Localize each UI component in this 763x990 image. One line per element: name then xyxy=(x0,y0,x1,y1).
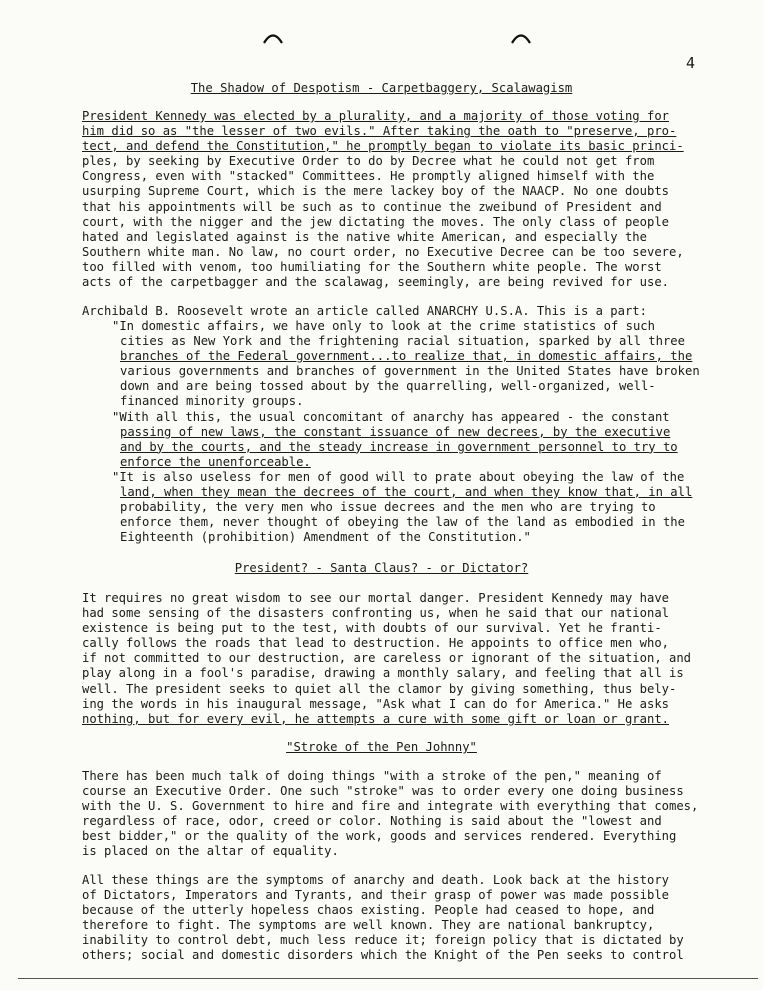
text-line: Eighteenth (prohibition) Amendment of the Constitution." xyxy=(120,530,531,545)
text-line: ples, by seeking by Executive Order to do by Decree what he could not get from xyxy=(82,154,655,169)
text-line: "With all this, the usual concomitant of anarchy has appeared - the constant xyxy=(112,409,670,424)
text-line: Southern white man. No law, no court order, no Executive Decree can be too severe, xyxy=(82,244,684,259)
text-line: All these things are the symptoms of anarchy and death. Look back at the history xyxy=(82,873,669,887)
text-line: because of the utterly hopeless chaos existing. People had ceased to hope, and xyxy=(82,903,655,918)
text-line: cities as New York and the frightening racial situation, sparked by all three xyxy=(120,334,685,349)
punch-hole-mark-right xyxy=(510,30,532,44)
paragraph-executive-order xyxy=(82,769,698,860)
text-line: of Dictators, Imperators and Tyrants, and their grasp of power was made possible xyxy=(82,888,669,903)
text-line: existence is being put to the test, with doubts of our survival. Yet he franti- xyxy=(82,621,662,636)
page-number: 4 xyxy=(686,54,696,72)
text-line: if not committed to our destruction, are careless or ignorant of the situation, and xyxy=(82,651,692,666)
text-line: passing of new laws, the constant issuance of new decrees, by the executive xyxy=(120,424,671,439)
text-line: "In domestic affairs, we have only to look at the crime statistics of such xyxy=(112,319,655,333)
text-line: acts of the carpetbagger and the scalawag, seemingly, are being revived for use. xyxy=(82,275,669,290)
text-line: therefore to fight. The symptoms are well known. They are national bankruptcy, xyxy=(82,918,655,933)
text-line: financed minority groups. xyxy=(120,394,304,409)
section-heading-despotism: The Shadow of Despotism - Carpetbaggery, Scalawagism xyxy=(190,81,573,95)
text-line: others; social and domestic disorders which the Knight of the Pen seeks to control xyxy=(82,948,684,963)
paragraph-roosevelt-intro xyxy=(82,304,647,319)
text-line: enforce the unenforceable. xyxy=(120,454,311,469)
text-line: court, with the nigger and the jew dictating the moves. The only class of people xyxy=(82,214,669,229)
section-heading-santa-claus: President? - Santa Claus? - or Dictator? xyxy=(234,561,529,575)
text-line: that his appointments will be such as to continue the zweibund of President and xyxy=(82,199,662,214)
text-line: Congress, even with "stacked" Committees. He promptly aligned himself with the xyxy=(82,169,655,184)
text-line: hated and legislated against is the native white American, and especially the xyxy=(82,229,647,244)
text-line: course an Executive Order. One such "stroke" was to order every one doing business xyxy=(82,784,684,799)
text-line: enforce them, never thought of obeying the law of the land as embodied in the xyxy=(120,515,685,530)
text-line: nothing, but for every evil, he attempts a cure with some gift or loan or grant. xyxy=(82,711,669,726)
paragraph-symptoms-of-anarchy xyxy=(82,873,684,964)
text-line: cally follows the roads that lead to destruction. He appoints to office men who, xyxy=(82,636,669,651)
text-line: play along in a fool's paradise, drawing a monthly salary, and feeling that all is xyxy=(82,666,684,681)
text-line: land, when they mean the decrees of the court, and when they know that, in all xyxy=(120,485,693,500)
text-line: ing the words in his inaugural message, "Ask what I can do for America." He asks xyxy=(82,696,669,711)
text-line: tect, and defend the Constitution," he promptly began to violate its basic princi- xyxy=(82,139,684,154)
text-line: with the U. S. Government to hire and fire and integrate with everything that comes, xyxy=(82,799,699,814)
text-line: There has been much talk of doing things "with a stroke of the pen," meaning of xyxy=(82,769,662,783)
section-heading-stroke-of-pen: "Stroke of the Pen Johnny" xyxy=(286,740,477,754)
scan-edge-divider xyxy=(18,978,758,979)
text-line: best bidder," or the quality of the work, goods and services rendered. Everything xyxy=(82,829,677,844)
text-line: and by the courts, and the steady increase in government personnel to try to xyxy=(120,439,678,454)
text-line: regardless of race, odor, creed or color. Nothing is said about the "lowest and xyxy=(82,814,662,829)
text-line: him did so as "the lesser of two evils." After taking the oath to "preserve, pro- xyxy=(82,124,677,139)
text-line: usurping Supreme Court, which is the mere lackey boy of the NAACP. No one doubts xyxy=(82,184,669,199)
text-line: had some sensing of the disasters confronting us, when he said that our national xyxy=(82,606,669,621)
text-line: It requires no great wisdom to see our mortal danger. President Kennedy may have xyxy=(82,591,669,605)
text-line: well. The president seeks to quiet all the clamor by giving something, thus bely- xyxy=(82,681,677,696)
text-line: is placed on the altar of equality. xyxy=(82,844,339,859)
text-line: branches of the Federal government...to realize that, in domestic affairs, the xyxy=(120,349,693,364)
text-line: down and are being tossed about by the quarrelling, well-organized, well- xyxy=(120,379,656,394)
text-line: Archibald B. Roosevelt wrote an article called ANARCHY U.S.A. This is a part: xyxy=(82,304,647,318)
text-line: too filled with venom, too humiliating for the Southern white people. The worst xyxy=(82,259,662,274)
text-line: President Kennedy was elected by a plurality, and a majority of those voting for xyxy=(82,109,669,123)
quotation-anarchy-usa xyxy=(112,319,700,545)
text-line: various governments and branches of government in the United States have broken xyxy=(120,364,700,379)
text-line: "It is also useless for men of good will to prate about obeying the law of the xyxy=(112,469,685,484)
text-line: probability, the very men who issue decrees and the men who are trying to xyxy=(120,500,656,515)
paragraph-mortal-danger xyxy=(82,591,691,727)
paragraph-kennedy-election xyxy=(82,109,684,290)
text-line: inability to control debt, much less reduce it; foreign policy that is dictated by xyxy=(82,933,684,948)
punch-hole-mark-left xyxy=(262,30,284,44)
